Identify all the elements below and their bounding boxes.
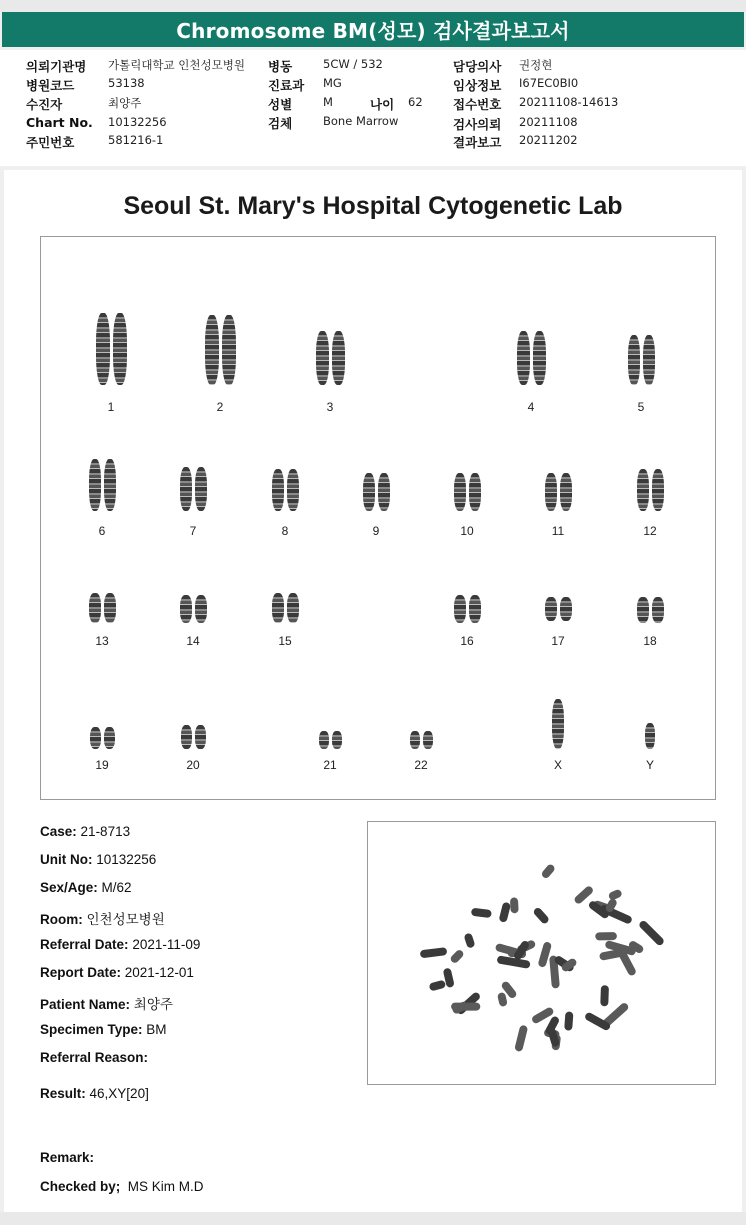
metaphase-chromosome — [600, 985, 609, 1006]
chromosome-image — [517, 331, 530, 385]
info-value: I67EC0BI0 — [519, 76, 579, 90]
info-value: 가톨릭대학교 인천성모병원 — [108, 58, 245, 72]
field-remark — [40, 1150, 94, 1165]
field-case — [40, 824, 130, 839]
chromosome-label: Y — [645, 758, 654, 772]
chromosome-label: 11 — [551, 524, 565, 538]
chromosome-image — [628, 335, 640, 385]
top-strip — [0, 0, 746, 12]
field-key: Specimen Type: — [40, 1022, 143, 1037]
report-header — [2, 12, 744, 47]
field-key: Remark: — [40, 1150, 95, 1165]
field-referral-date — [40, 937, 200, 952]
metaphase-chromosome — [595, 932, 617, 940]
chromosome-label: 21 — [323, 758, 337, 772]
field-value: 2021-12-01 — [124, 965, 194, 980]
info-label: 나이 — [370, 97, 395, 112]
chromosome-label: 18 — [643, 634, 657, 648]
field-result — [40, 1086, 149, 1101]
metaphase-chromosome — [496, 955, 530, 969]
chromosome-label: 14 — [186, 634, 200, 648]
field-key: Checked by; — [40, 1179, 121, 1194]
chromosome-image — [90, 727, 101, 749]
metaphase-chromosome — [420, 947, 448, 958]
info-value: M — [323, 95, 333, 109]
field-key: Referral Reason: — [40, 1050, 149, 1065]
info-value: 62 — [408, 95, 423, 109]
chromosome-label: 13 — [95, 634, 109, 648]
metaphase-chromosome — [540, 863, 556, 880]
chromosome-label: 6 — [98, 524, 106, 538]
chromosome-image — [645, 723, 655, 749]
field-sex-age — [40, 880, 132, 895]
chromosome-image — [319, 731, 329, 749]
field-value: 46,XY[20] — [89, 1086, 149, 1101]
chromosome-image — [332, 331, 345, 385]
field-key: Room: — [40, 912, 83, 927]
metaphase-chromosome — [497, 992, 508, 1007]
info-value: 최양주 — [108, 96, 142, 110]
karyotype-panel — [40, 236, 716, 800]
metaphase-chromosome — [564, 1011, 573, 1030]
chromosome-label: 9 — [372, 524, 380, 538]
chromosome-image — [104, 459, 116, 511]
info-label: 병동 — [268, 59, 293, 74]
info-value: 10132256 — [108, 115, 167, 129]
chromosome-image — [469, 595, 481, 623]
chromosome-image — [316, 331, 329, 385]
chromosome-image — [222, 315, 236, 385]
chromosome-image — [104, 593, 116, 623]
metaphase-chromosome — [514, 1025, 528, 1053]
chromosome-label: 4 — [527, 400, 535, 414]
chromosome-image — [195, 467, 207, 511]
chromosome-image — [454, 595, 466, 623]
field-value: BM — [146, 1022, 167, 1037]
field-value: 2021-11-09 — [132, 937, 201, 952]
chromosome-image — [469, 473, 481, 511]
chromosome-image — [332, 731, 342, 749]
chromosome-image — [180, 595, 192, 623]
field-key: Referral Date: — [40, 937, 129, 952]
info-value: Bone Marrow — [323, 114, 399, 128]
info-label: 검사의뢰 — [453, 117, 502, 132]
info-value: 20211202 — [519, 133, 578, 147]
chromosome-label: 7 — [189, 524, 197, 538]
info-label: 진료과 — [268, 78, 305, 93]
info-value: 53138 — [108, 76, 145, 90]
lab-title: Seoul St. Mary's Hospital Cytogenetic Lab — [123, 192, 623, 220]
chromosome-label: 16 — [460, 634, 474, 648]
chromosome-image — [287, 469, 299, 511]
chromosome-image — [181, 725, 192, 749]
info-label: 담당의사 — [453, 59, 502, 74]
chromosome-image — [652, 469, 664, 511]
chromosome-label: 15 — [278, 634, 292, 648]
chromosome-image — [643, 335, 655, 385]
metaphase-chromosome — [429, 980, 447, 992]
metaphase-chromosome — [510, 897, 519, 913]
metaphase-chromosome — [638, 919, 666, 947]
info-value: MG — [323, 76, 342, 90]
info-label: 성별 — [268, 97, 293, 112]
metaphase-chromosome — [471, 908, 492, 918]
chromosome-image — [180, 467, 192, 511]
chromosome-image — [637, 469, 649, 511]
chromosome-image — [423, 731, 433, 749]
chromosome-label: X — [553, 758, 562, 772]
info-label: 의뢰기관명 — [26, 59, 87, 74]
chromosome-label: 3 — [326, 400, 334, 414]
info-label: Chart No. — [26, 115, 93, 130]
info-label: 접수번호 — [453, 97, 502, 112]
report-header-title: Chromosome BM(성모) 검사결과보고서 — [176, 19, 570, 43]
metaphase-chromosome — [499, 902, 512, 923]
chromosome-label: 10 — [460, 524, 474, 538]
field-referral-reason — [40, 1050, 148, 1065]
chromosome-image — [104, 727, 115, 749]
field-key: Patient Name: — [40, 997, 131, 1012]
chromosome-image — [272, 469, 284, 511]
field-key: Unit No: — [40, 852, 93, 867]
field-unit-no — [40, 852, 156, 867]
chromosome-image — [410, 731, 420, 749]
info-value: 581216-1 — [108, 133, 164, 147]
field-value: M/62 — [101, 880, 132, 895]
chromosome-label: 20 — [186, 758, 200, 772]
chromosome-image — [195, 595, 207, 623]
metaphase-chromosome — [449, 948, 465, 964]
metaphase-chromosome — [463, 932, 475, 948]
bottom-strip — [0, 1212, 746, 1225]
info-value: 20211108-14613 — [519, 95, 619, 109]
info-label: 수진자 — [26, 97, 63, 112]
chromosome-image — [96, 313, 110, 385]
chromosome-image — [195, 725, 206, 749]
chromosome-label: 1 — [107, 400, 115, 414]
info-label: 임상정보 — [453, 78, 502, 93]
chromosome-image — [637, 597, 649, 623]
info-label: 주민번호 — [26, 135, 75, 150]
field-checked-by — [40, 1179, 204, 1194]
chromosome-image — [205, 315, 219, 385]
info-value: 권정현 — [519, 58, 553, 72]
field-key: Case: — [40, 824, 77, 839]
field-report-date — [40, 965, 194, 980]
field-value: MS Kim M.D — [127, 1179, 204, 1194]
chromosome-image — [378, 473, 390, 511]
patient-info-panel — [0, 50, 746, 166]
chromosome-image — [113, 313, 127, 385]
chromosome-image — [454, 473, 466, 511]
chromosome-label: 8 — [281, 524, 289, 538]
field-key: Result: — [40, 1086, 86, 1101]
chromosome-image — [89, 593, 101, 623]
chromosome-label: 17 — [551, 634, 565, 648]
field-key: Sex/Age: — [40, 880, 98, 895]
field-value: 최양주 — [133, 997, 173, 1012]
field-specimen-type — [40, 1022, 167, 1037]
chromosome-label: 22 — [414, 758, 428, 772]
chromosome-image — [560, 597, 572, 621]
chromosome-label: 2 — [216, 400, 224, 414]
field-value: 10132256 — [96, 852, 157, 867]
chromosome-image — [363, 473, 375, 511]
chromosome-label: 19 — [95, 758, 109, 772]
chromosome-image — [552, 699, 564, 749]
chromosome-label: 12 — [643, 524, 657, 538]
metaphase-chromosome — [608, 888, 623, 901]
chromosome-image — [545, 597, 557, 621]
chromosome-image — [533, 331, 546, 385]
chromosome-image — [287, 593, 299, 623]
info-value: 20211108 — [519, 115, 578, 129]
metaphase-spread — [368, 822, 715, 1084]
info-label: 검체 — [268, 116, 293, 131]
chromosome-image — [652, 597, 664, 623]
field-value: 인천성모병원 — [86, 912, 165, 927]
chromosome-image — [560, 473, 572, 511]
metaphase-chromosome — [532, 906, 550, 925]
chromosome-image — [89, 459, 101, 511]
chromosome-label: 5 — [637, 400, 645, 414]
info-label: 병원코드 — [26, 78, 75, 93]
field-patient-name — [40, 993, 173, 1013]
chromosome-image — [272, 593, 284, 623]
field-room — [40, 908, 165, 928]
chromosome-image — [545, 473, 557, 511]
cytogenetic-report — [4, 170, 742, 1212]
info-label: 결과보고 — [453, 135, 502, 150]
field-key: Report Date: — [40, 965, 122, 980]
metaphase-image — [367, 821, 716, 1085]
field-value: 21-8713 — [80, 824, 131, 839]
info-value: 5CW / 532 — [323, 57, 383, 71]
